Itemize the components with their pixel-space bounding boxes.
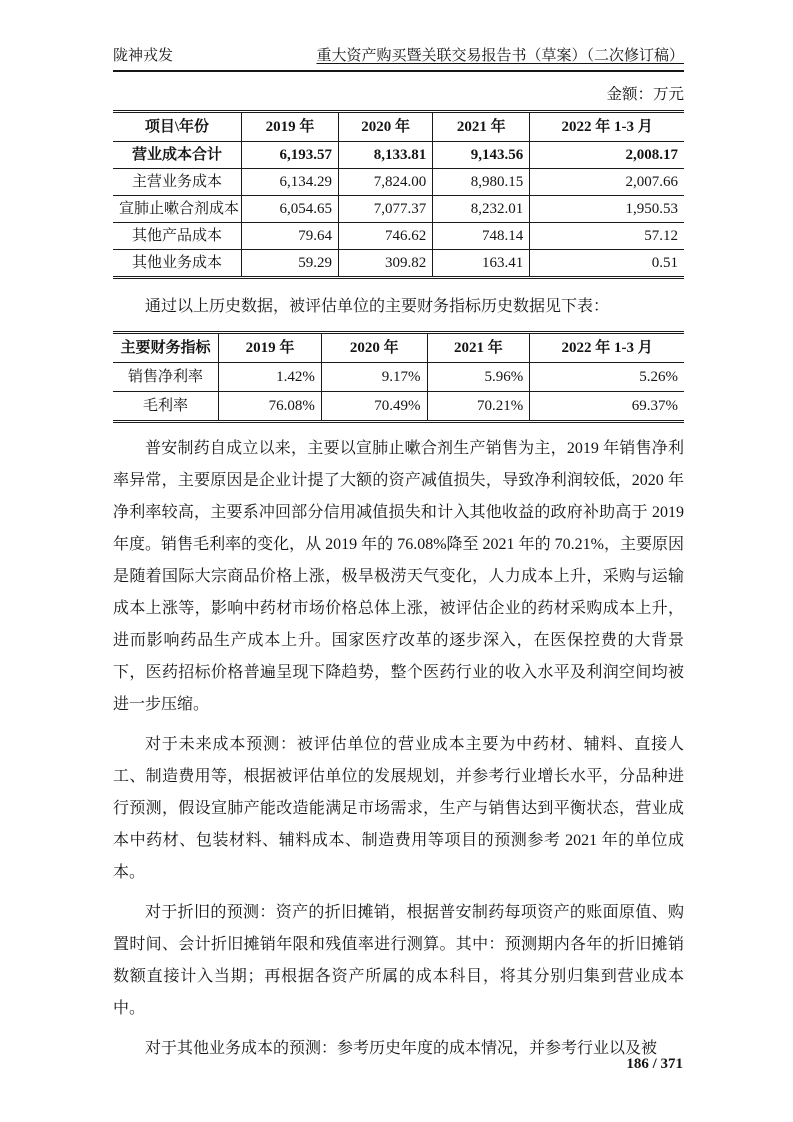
table-header-cell: 项目\年份 bbox=[113, 112, 241, 142]
amount-unit-note: 金额：万元 bbox=[606, 86, 684, 103]
table-cell: 746.62 bbox=[339, 223, 433, 250]
table-cell: 5.96% bbox=[427, 363, 530, 392]
table-row bbox=[113, 392, 684, 422]
table-header-cell: 主要财务指标 bbox=[113, 333, 219, 363]
table-row bbox=[113, 250, 684, 278]
table-cell: 2,007.66 bbox=[530, 169, 684, 196]
table-cell: 163.41 bbox=[433, 250, 530, 278]
table-header-row bbox=[113, 333, 684, 363]
table-row bbox=[113, 363, 684, 392]
table-cell: 2,008.17 bbox=[530, 142, 684, 169]
table-cell: 309.82 bbox=[339, 250, 433, 278]
table-header-cell: 2021 年 bbox=[433, 112, 530, 142]
table-cell: 79.64 bbox=[241, 223, 338, 250]
running-header bbox=[113, 44, 684, 72]
table-row bbox=[113, 169, 684, 196]
table-cell: 57.12 bbox=[530, 223, 684, 250]
body-paragraph: 普安制药自成立以来，主要以宣肺止嗽合剂生产销售为主，2019 年销售净利率异常，主要原因是企业计提了大额的资产减值损失，导致净利润较低，2020 年净利率较高，主要系冲回部分信用减值损失和计入其他收益的政府补助高于 2019 年度。销售毛利率的变化，从 2019 年的 76.08%降至 2021 年的 70.21%，主要原因是随着国际大宗商品价格上涨，极旱极涝天气变化，人力成本上升，采购与运输成本上涨等，影响中药材市场价格总体上涨，被评估企业的药材采购成本上升，进而影响药品生产成本上升。国家医疗改革的逐步深入，在医保控费的大背景下，医药招标价格普遍呈现下降趋势，整个医药行业的收入水平及利润空间均被进一步压缩。 bbox=[113, 440, 684, 713]
table-cell: 1.42% bbox=[219, 363, 322, 392]
body-paragraph: 对于其他业务成本的预测：参考历史年度的成本情况，并参考行业以及被 bbox=[145, 1040, 658, 1057]
table-cell: 76.08% bbox=[219, 392, 322, 422]
body-paragraph: 对于折旧的预测：资产的折旧摊销，根据普安制药每项资产的账面原值、购置时间、会计折旧摊销年限和残值率进行测算。其中：预测期内各年的折旧摊销数额直接计入当期；再根据各资产所属的成本科目，将其分别归集到营业成本中。 bbox=[113, 904, 684, 1017]
table-header-cell: 2020 年 bbox=[339, 112, 433, 142]
table-header-cell: 2022 年 1-3 月 bbox=[530, 333, 684, 363]
table-cell: 5.26% bbox=[530, 363, 684, 392]
table-cell: 8,980.15 bbox=[433, 169, 530, 196]
table-header-cell: 2019 年 bbox=[219, 333, 322, 363]
table-cell: 69.37% bbox=[530, 392, 684, 422]
header-company-name: 陇神戎发 bbox=[113, 48, 174, 64]
table-cell: 8,232.01 bbox=[433, 196, 530, 223]
table-cell: 7,824.00 bbox=[339, 169, 433, 196]
table-cell: 748.14 bbox=[433, 223, 530, 250]
operating-cost-table bbox=[113, 110, 684, 279]
table-row bbox=[113, 196, 684, 223]
table-header-cell: 2020 年 bbox=[321, 333, 427, 363]
table-cell: 0.51 bbox=[530, 250, 684, 278]
row-label: 其他产品成本 bbox=[113, 223, 241, 250]
table-header-row bbox=[113, 112, 684, 142]
row-label: 宣肺止嗽合剂成本 bbox=[113, 196, 241, 223]
page-number: 186 / 371 bbox=[626, 1056, 683, 1072]
table-header-cell: 2022 年 1-3 月 bbox=[530, 112, 684, 142]
body-paragraph: 对于未来成本预测：被评估单位的营业成本主要为中药材、辅料、直接人工、制造费用等，根据被评估单位的发展规划，并参考行业增长水平，分品种进行预测，假设宣肺产能改造能满足市场需求，生产与销售达到平衡状态，营业成本中药材、包装材料、辅料成本、制造费用等项目的预测参考 2021 年的单位成本。 bbox=[113, 736, 684, 881]
table-header-cell: 2019 年 bbox=[241, 112, 338, 142]
row-label: 毛利率 bbox=[143, 398, 189, 414]
header-report-title: 重大资产购买暨关联交易报告书（草案）（二次修订稿） bbox=[316, 48, 684, 64]
intro-paragraph: 通过以上历史数据，被评估单位的主要财务指标历史数据见下表： bbox=[145, 298, 610, 315]
table-cell: 6,054.65 bbox=[241, 196, 338, 223]
table-header-cell: 2021 年 bbox=[427, 333, 530, 363]
row-label: 主营业务成本 bbox=[113, 169, 241, 196]
table-cell: 70.49% bbox=[321, 392, 427, 422]
table-cell: 1,950.53 bbox=[530, 196, 684, 223]
row-label: 其他业务成本 bbox=[131, 255, 222, 271]
table-cell: 8,133.81 bbox=[339, 142, 433, 169]
table-row bbox=[113, 142, 684, 169]
table-cell: 70.21% bbox=[427, 392, 530, 422]
table-cell: 9.17% bbox=[321, 363, 427, 392]
table-cell: 6,193.57 bbox=[241, 142, 338, 169]
financial-indicator-table bbox=[113, 331, 684, 423]
table-cell: 9,143.56 bbox=[433, 142, 530, 169]
table-cell: 59.29 bbox=[241, 250, 338, 278]
row-label: 销售净利率 bbox=[113, 363, 219, 392]
row-label: 营业成本合计 bbox=[113, 142, 241, 169]
table-cell: 6,134.29 bbox=[241, 169, 338, 196]
table-row bbox=[113, 223, 684, 250]
table-cell: 7,077.37 bbox=[339, 196, 433, 223]
